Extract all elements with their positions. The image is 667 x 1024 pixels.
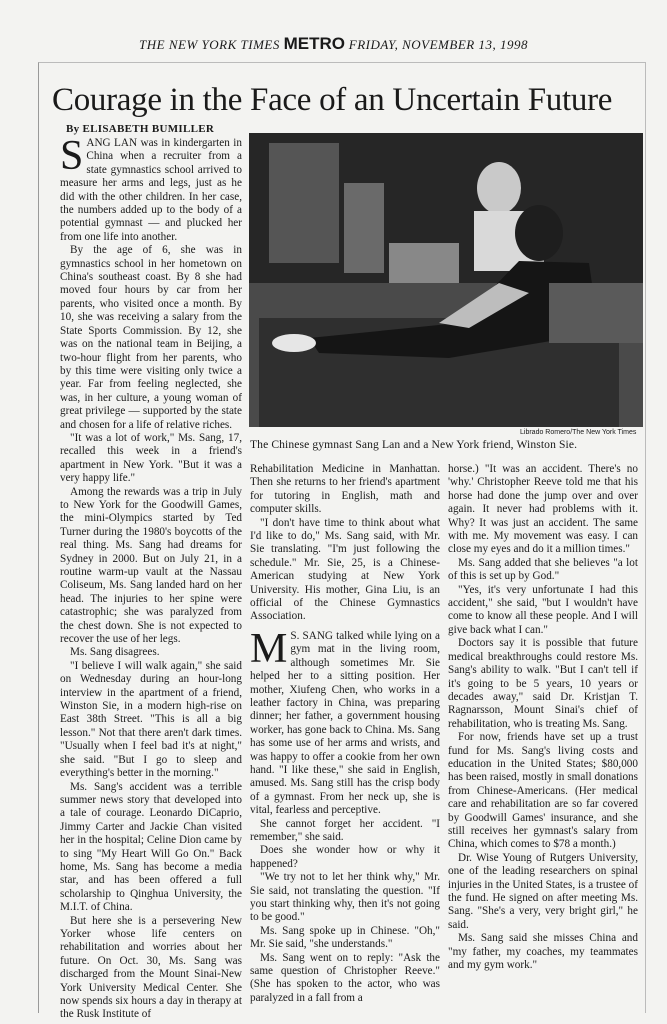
paragraph: Rehabilitation Medicine in Manhattan. Then she returns to her friend's apartment for tutoring in English, math and computer skills. (250, 463, 440, 516)
paragraph: horse.) "It was an accident. There's no 'why.' Christopher Reeve told me that his horse had done the jump over and over again. It never had problems with it. Why? It was just an accident. The same with me. My movement was easy. I can close my eyes and do it a million times." (448, 463, 638, 556)
section-lead-paragraph (250, 625, 440, 818)
masthead (0, 34, 667, 54)
paragraph: "It was a lot of work," Ms. Sang, 17, recalled this week in a friend's apartment in New York. "But it was a very happy life." (60, 431, 242, 485)
article-column-2 (250, 463, 440, 1005)
photo-credit: Librado Romero/The New York Times (520, 429, 637, 436)
article-column-3 (448, 463, 638, 972)
headline: Courage in the Face of an Uncertain Future (52, 82, 613, 118)
paragraph: Ms. Sang went on to reply: "Ask the same question of Christopher Reeve." (She has spoken to the actor, who was paralyzed in a fall from a (250, 951, 440, 1004)
paragraph: Ms. Sang added that she believes "a lot of this is set up by God." (448, 556, 638, 583)
issue-date: FRIDAY, NOVEMBER 13, 1998 (348, 37, 528, 52)
drop-cap: S (60, 133, 84, 179)
paragraph: By the age of 6, she was in gymnastics school in her hometown on China's southeast coast. By 8 she had moved four hours by car from her parents, who visited once a month. By 10, she was receiving a salary from the State Sports Commission. By 12, she was on the national team in Beijing, a two-hour flight from her parents, who by this time were visiting only twice a year. Far from feeling neglected, she was, in her culture, a young woman of great privilege — supported by the state and chosen for a life of relative riches. (60, 244, 242, 431)
article-photo (249, 133, 643, 427)
paragraph: Dr. Wise Young of Rutgers University, one of the leading researchers on spinal injuries in the United States, is a trustee of the fund. He signed on after meeting Ms. Sang. "She's a very, very bright girl," he said. (448, 851, 638, 931)
paragraph: She cannot forget her accident. "I remember," she said. (250, 817, 440, 843)
section-name: METRO (283, 34, 345, 53)
paragraph: "Yes, it's very unfortunate I had this accident," she said, "but I wouldn't have come to know all these people. And I will give back what I can." (448, 583, 638, 636)
byline: By ELISABETH BUMILLER (66, 123, 215, 135)
paragraph: For now, friends have set up a trust fund for Ms. Sang's living costs and education in the United States; $80,000 has been raised, mostly in small donations from Chinese-Americans. (Her medical care and rehabilitation are so far covered by Goodwill Games' insurance, and she still receives her gymnast's salary from China, which comes to $78 a month.) (448, 731, 638, 851)
paper-name: THE NEW YORK TIMES (139, 37, 280, 52)
paragraph: Among the rewards was a trip in July to New York for the Goodwill Games, the mini-Olympics started by Ted Turner during the 1980's boycotts of the real thing. Ms. Sang had dreams for Sydney in 2000. But on July 21, in a routine warm-up vault at the Nassau Coliseum, Ms. Sang landed hard on her head. The injuries to her spine were catastrophic; she was paralyzed from the chest down. She is not expected to recover the use of her legs. (60, 485, 242, 646)
paragraph: Does she wonder how or why it happened? (250, 844, 440, 870)
paragraph: "I believe I will walk again," she said on Wednesday during an hour-long interview in the apartment of a friend, Winston Sie, in a modern high-rise on East 38th Street. "This is all a big lesson." Not that there aren't dark times. "Usually when I feel bad it's at night," she said. "But I go to sleep and everything's better in the morning." (60, 659, 242, 780)
paragraph-text: ANG LAN was in kindergarten in China when a recruiter from a state gymnastics school arrived to measure her arms and legs, just as he did with the other children. In her case, the numbers added up to the body of a potential gymnast — and plucked her from one life into another. (60, 137, 242, 243)
photo-caption: The Chinese gymnast Sang Lan and a New York friend, Winston Sie. (250, 438, 578, 451)
paragraph-text: S. SANG talked while lying on a gym mat in the living room, although sometimes Mr. Sie helped her to a sitting position. Her mother, Xiufeng Chen, who works in a leather factory in China, was preparing dinner; her father, a government housing worker, has gone back to China. Ms. Sang has some use of her arms and wrists, and was happy to offer a cookie from her own hand. "I like these," she said in English, amused. Ms. Sang still has the crisp body of a gymnast. From her neck up, she is vital, fearless and perceptive. (250, 629, 440, 817)
photo-illustration (249, 133, 643, 427)
paragraph: Ms. Sang spoke up in Chinese. "Oh," Mr. Sie said, "she understands." (250, 924, 440, 951)
paragraph: Doctors say it is possible that future medical breakthroughs could restore Ms. Sang's ability to walk. "But I can't tell if it's going to be 5 years, 10 years or decades away," said Dr. Kristjan T. Ragnarsson, Mount Sinai's chief of rehabilitation, who is treating Ms. Sang. (448, 637, 638, 730)
lead-paragraph (60, 133, 242, 244)
paragraph: "I don't have time to think about what I'd like to do," Ms. Sang said, with Mr. Sie translating. "I'm just following the schedule." Mr. Sie, 25, is a Chinese-American studying at New York University. His mother, Gina Liu, is an official of the Chinese Gymnastics Association. (250, 516, 440, 623)
drop-cap: M (250, 625, 288, 672)
paragraph: Ms. Sang's accident was a terrible summer news story that developed into a tale of courage. Leonardo DiCaprio, Jimmy Carter and Jackie Chan visited her in the hospital; Celine Dion came by to sing "My Heart Will Go On." Back home, Ms. Sang has become a media star, and has been offered a full scholarship to Qinghua University, the M.I.T. of China. (60, 780, 242, 914)
paragraph: Ms. Sang disagrees. (70, 646, 160, 659)
paragraph: "We try not to let her think why," Mr. Sie said, not translating the question. "If you start thinking why, then it's not going to be good." (250, 871, 440, 924)
article-column-1 (60, 133, 242, 1022)
paragraph: But here she is a persevering New Yorker whose life centers on rehabilitation and worries about her future. On Oct. 30, Ms. Sang was discharged from the Mount Sinai-New York University Medical Center. She now spends six hours a day in therapy at the Rusk Institute of (60, 914, 242, 1021)
paragraph: Ms. Sang said she misses China and "my father, my coaches, my teammates and my gym work." (448, 932, 638, 972)
